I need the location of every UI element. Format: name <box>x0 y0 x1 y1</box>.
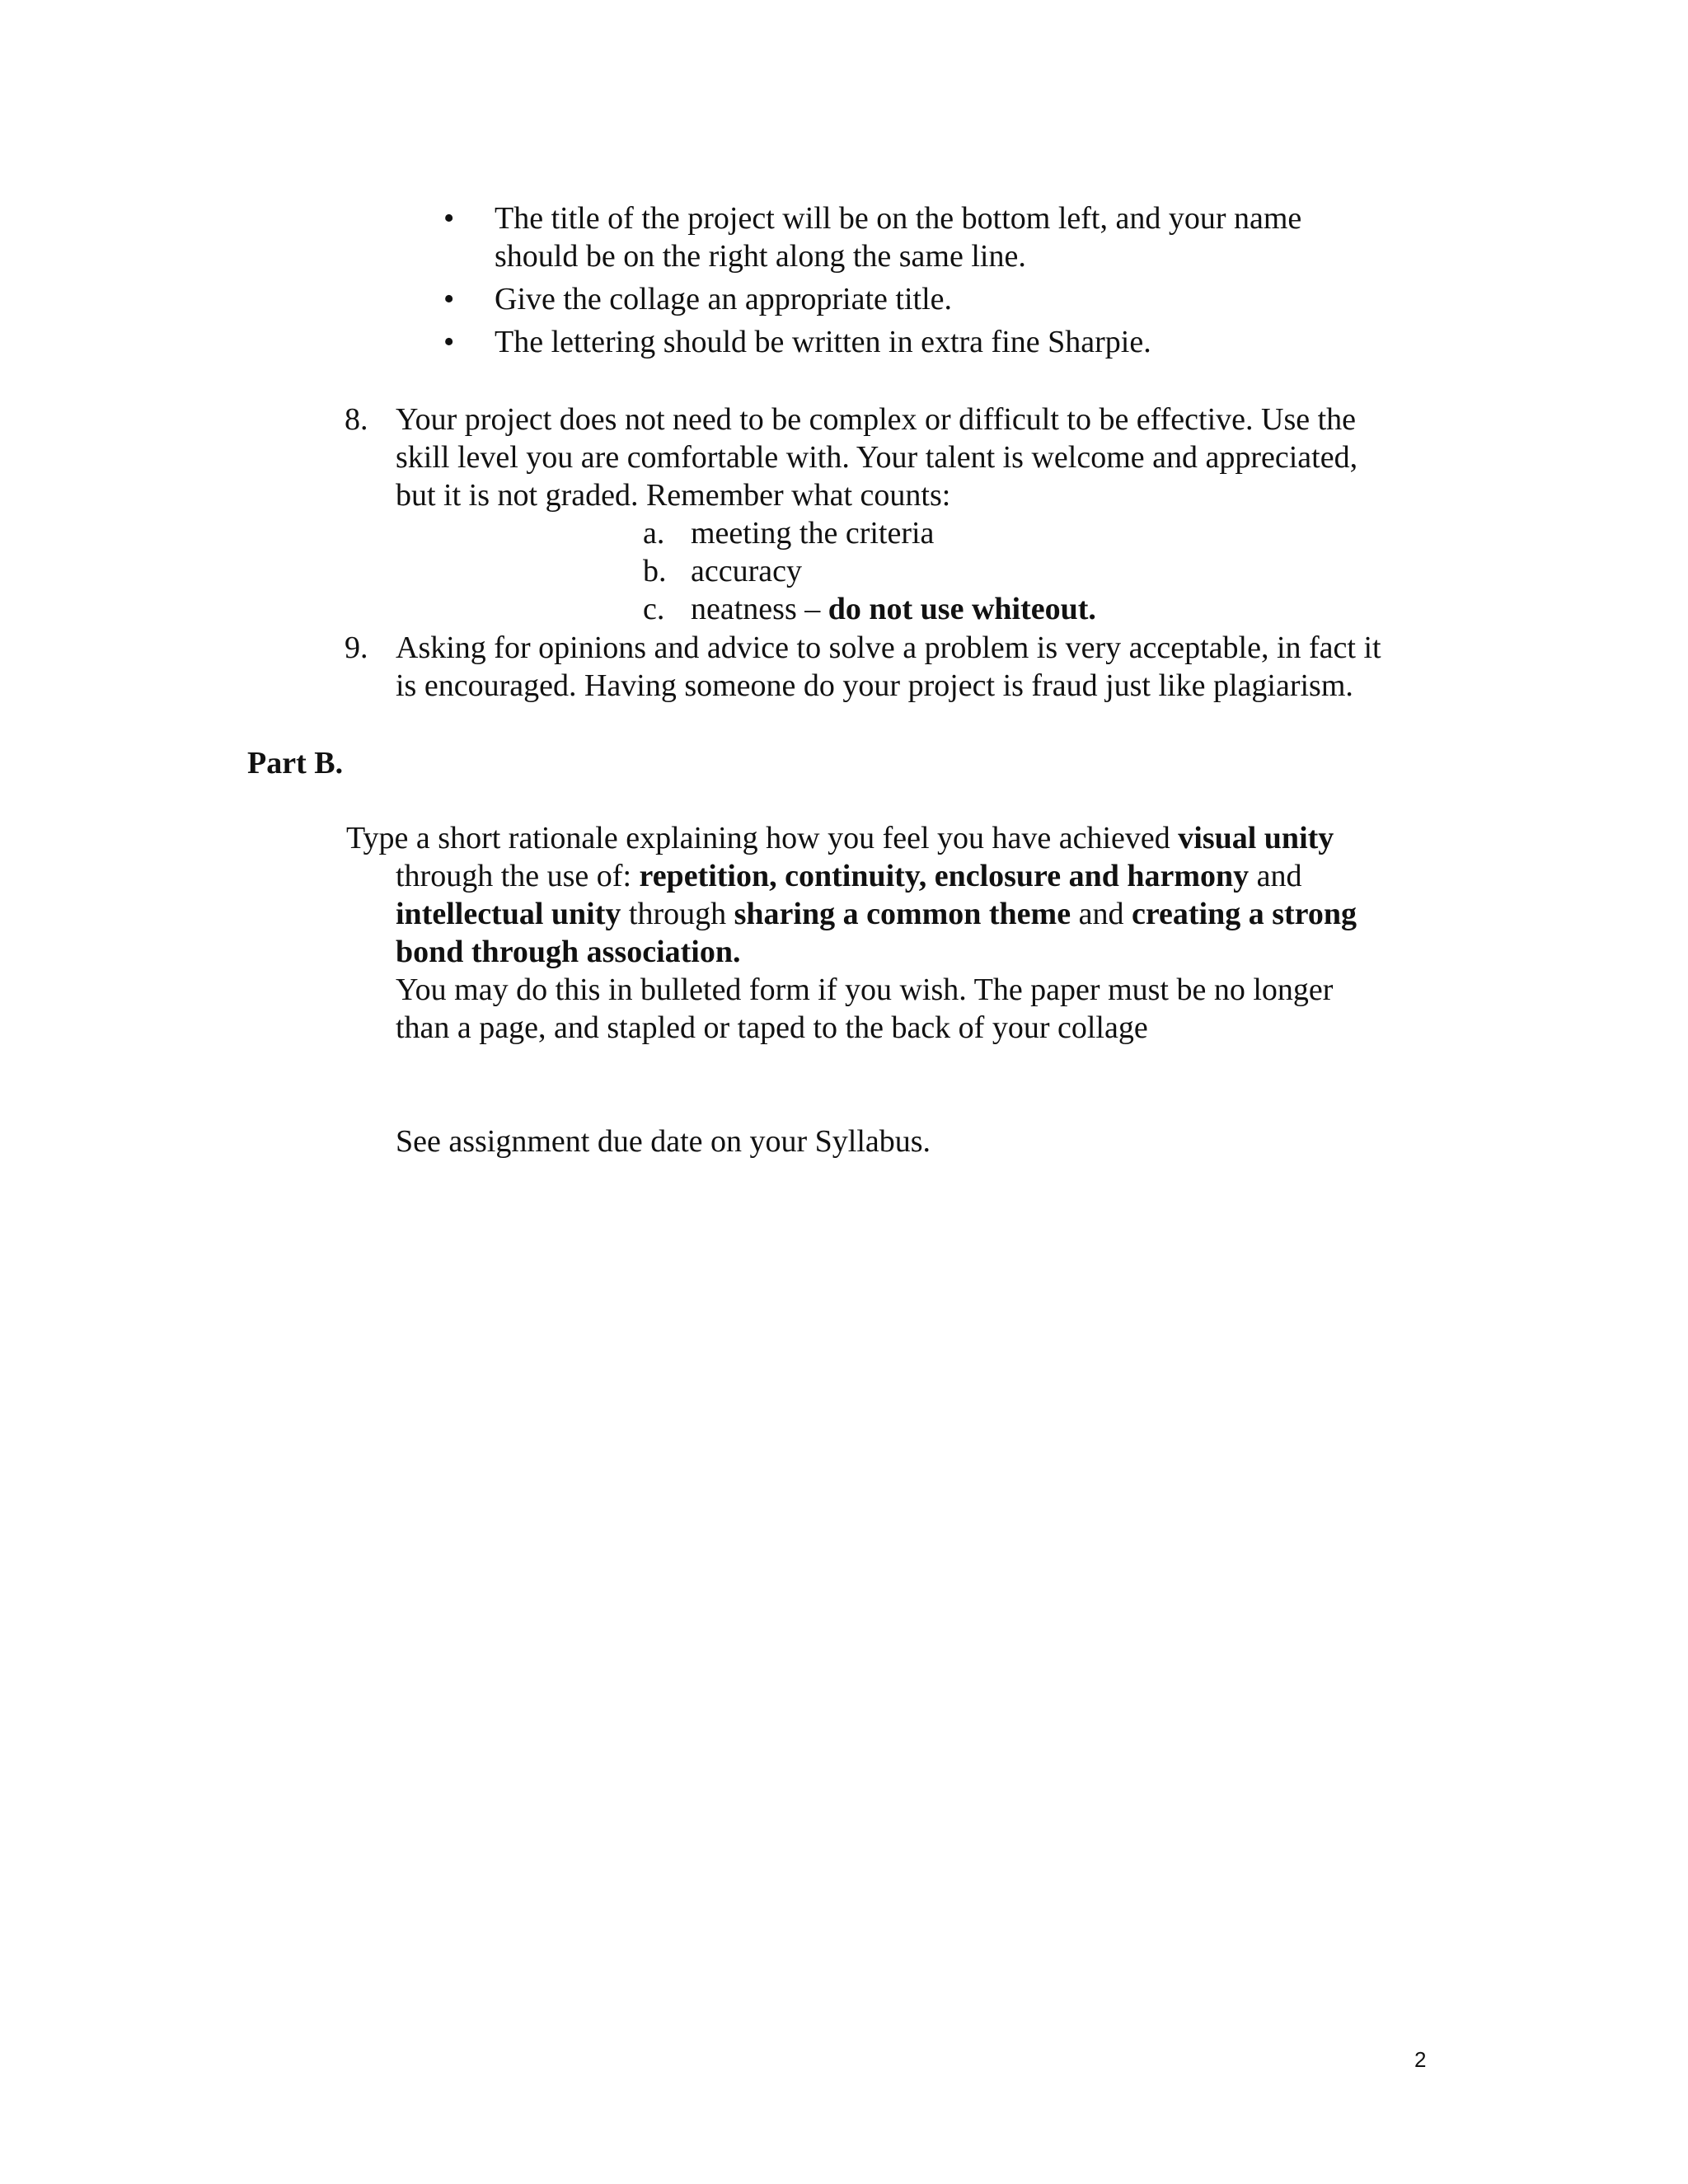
rationale-line: You may do this in bulleted form if you wish. The paper must be no longer <box>396 972 1334 1007</box>
bullet-item <box>495 280 1484 318</box>
rationale-text: and <box>1071 897 1132 931</box>
criteria-letter: a. <box>643 516 665 551</box>
item-line: skill level you are comfortable with. Your talent is welcome and appreciated, <box>396 440 1358 475</box>
bullet-line: should be on the right along the same line. <box>495 239 1026 274</box>
rationale-emphasis: sharing a common theme <box>734 897 1071 931</box>
item-line: Asking for opinions and advice to solve a problem is very acceptable, in fact it <box>396 630 1381 665</box>
numbered-item-9 <box>396 629 1442 705</box>
rationale-text: through the use of: <box>396 859 640 893</box>
bullet-marker: • <box>443 201 455 236</box>
item-line: is encouraged. Having someone do your project is fraud just like plagiarism. <box>396 668 1353 703</box>
item-line: Your project does not need to be complex or difficult to be effective. Use the <box>396 402 1357 437</box>
rationale-line <box>396 895 1357 933</box>
criteria-text: meeting the criteria <box>691 516 935 551</box>
criteria-letter: b. <box>643 554 667 588</box>
criteria-letter: c. <box>643 592 665 626</box>
rationale-line: bond through association. <box>396 935 741 969</box>
rationale-line: than a page, and stapled or taped to the back of your collage <box>396 1010 1148 1045</box>
rationale-emphasis: creating a strong <box>1131 897 1357 931</box>
bullet-line: Give the collage an appropriate title. <box>495 282 952 316</box>
due-date-note: See assignment due date on your Syllabus. <box>396 1124 931 1159</box>
rationale-text: and <box>1249 859 1302 893</box>
bullet-item <box>495 199 1484 275</box>
item-line: but it is not graded. Remember what counts: <box>396 478 951 513</box>
rationale-line <box>346 819 1334 857</box>
page-number: 2 <box>1414 2047 1427 2072</box>
rationale-line <box>396 857 1302 895</box>
criteria-text: neatness – <box>691 592 828 626</box>
numbered-item-8 <box>396 401 1442 514</box>
list-number: 8. <box>345 402 368 437</box>
bullet-item <box>495 323 1484 361</box>
criteria-text: accuracy <box>691 554 802 588</box>
bullet-line: The lettering should be written in extra fine Sharpie. <box>495 325 1151 359</box>
criteria-emphasis: do not use whiteout. <box>828 592 1096 626</box>
rationale-emphasis: repetition, continuity, enclosure and harmony <box>639 859 1250 893</box>
section-heading: Part B. <box>247 746 344 780</box>
bullet-marker: • <box>443 282 455 316</box>
rationale-emphasis: visual unity <box>1178 821 1334 855</box>
rationale-text: through <box>621 897 734 931</box>
rationale-text: Type a short rationale explaining how you feel you have achieved <box>346 821 1179 855</box>
list-number: 9. <box>345 630 368 665</box>
bullet-marker: • <box>443 325 455 359</box>
bullet-line: The title of the project will be on the bottom left, and your name <box>495 201 1302 236</box>
criteria-text-row <box>691 590 1096 628</box>
rationale-emphasis: intellectual unity <box>396 897 621 931</box>
